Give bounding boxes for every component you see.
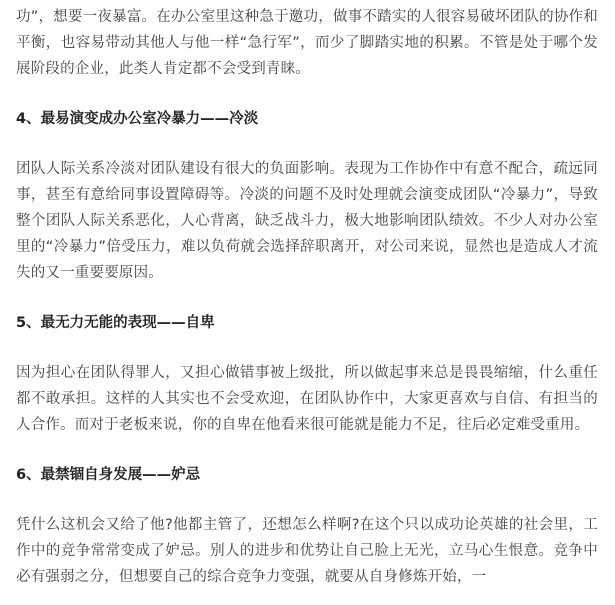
section-6-paragraph: 凭什么这机会又给了他?他都主管了，还想怎么样啊?在这个只以成功论英雄的社会里，工作中的竞争常常变成了妒忌。别人的进步和优势让自己脸上无光，立马心生恨意。竞争中必有强弱之分，但想要自己的综合竞争力变强，就要从自身修炼开始，一	[16, 517, 598, 585]
section-5-heading: 5、最无力无能的表现——自卑	[16, 315, 215, 331]
article-body	[16, 0, 598, 590]
section-6-heading: 6、最禁锢自身发展——妒忌	[16, 467, 201, 483]
section-4-heading: 4、最易演变成办公室冷暴力——冷淡	[16, 111, 259, 127]
intro-paragraph: 功”，想要一夜暴富。在办公室里这种急于邀功，做事不踏实的人很容易破坏团队的协作和平衡，也容易带动其他人与他一样“急行军”，而少了脚踏实地的积累。不管是处于哪个发展阶段的企业，此类人肯定都不会受到青睐。	[16, 9, 598, 77]
section-5-paragraph: 因为担心在团队得罪人，又担心做错事被上级批，所以做起事来总是畏畏缩缩，什么重任都不敢承担。这样的人其实也不会受欢迎，在团队协作中，大家更喜欢与自信、有担当的人合作。而对于老板来说，你的自卑在他看来很可能就是能力不足，往后必定难受重用。	[16, 365, 598, 433]
section-4-paragraph: 团队人际关系冷淡对团队建设有很大的负面影响。表现为工作协作中有意不配合，疏远同事，甚至有意给同事设置障碍等。冷淡的问题不及时处理就会演变成团队“冷暴力”，导致整个团队人际关系恶化，人心背离，缺乏战斗力，极大地影响团队绩效。不少人对办公室里的“冷暴力”倍受压力，难以负荷就会选择辞职离开，对公司来说，显然也是造成人才流失的又一重要要原因。	[16, 161, 598, 281]
